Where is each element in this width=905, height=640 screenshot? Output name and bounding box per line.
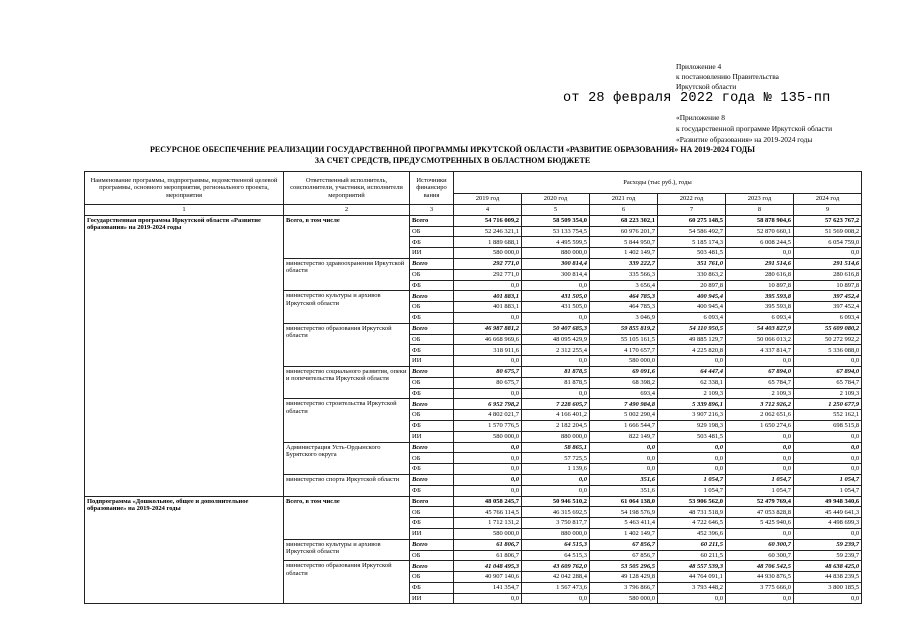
- executor-ust-orda: Администрация Усть-Ордынского Бурятского округа: [284, 442, 410, 474]
- amount-cell: 0,0: [522, 312, 590, 323]
- amount-cell: 6 008 244,5: [726, 237, 794, 248]
- amount-cell: 4 170 657,7: [590, 345, 658, 356]
- amount-cell: 59 239,7: [794, 550, 862, 561]
- col-header-name: Наименование программы, подпрограммы, ведомственной целевой программы, основного мероприятия, регионального проекта, мероприятия: [85, 172, 284, 205]
- amount-cell: 6 093,4: [658, 312, 726, 323]
- amount-cell: 580 000,0: [590, 356, 658, 367]
- amount-cell: 4 495 599,5: [522, 237, 590, 248]
- amount-cell: 0,0: [454, 388, 522, 399]
- col-header-source: Источники финансиро вания: [410, 172, 454, 205]
- executor-sport: министерство спорта Иркутской области: [284, 474, 410, 496]
- amount-cell: 351,6: [590, 474, 658, 485]
- amount-cell: 81 878,5: [522, 366, 590, 377]
- executor-education: министерство образования Иркутской области: [284, 323, 410, 366]
- source-cell: ФБ: [410, 312, 454, 323]
- amount-cell: 880 000,0: [522, 248, 590, 259]
- source-cell: ФБ: [410, 582, 454, 593]
- amount-cell: 5 336 088,0: [794, 345, 862, 356]
- amount-cell: 54 110 950,5: [658, 323, 726, 334]
- amount-cell: 49 948 340,6: [794, 496, 862, 507]
- amount-cell: 0,0: [794, 453, 862, 464]
- amount-cell: 3 046,9: [590, 312, 658, 323]
- amount-cell: 5 185 174,3: [658, 237, 726, 248]
- amount-cell: 0,0: [522, 280, 590, 291]
- col-number: 5: [522, 205, 590, 216]
- amount-cell: 0,0: [590, 453, 658, 464]
- amount-cell: 552 162,1: [794, 410, 862, 421]
- col-header-year: 2024 год: [794, 194, 862, 205]
- amount-cell: 0,0: [454, 485, 522, 496]
- amount-cell: 54 716 009,2: [454, 215, 522, 226]
- executor-construction: министерство строительства Иркутской области: [284, 399, 410, 442]
- amount-cell: 67 894,0: [726, 366, 794, 377]
- source-cell: Всего: [410, 561, 454, 572]
- amount-cell: 1 650 274,6: [726, 420, 794, 431]
- amount-cell: 2 109,3: [658, 388, 726, 399]
- amount-cell: 1 402 149,7: [590, 248, 658, 259]
- amount-cell: 60 976 201,7: [590, 226, 658, 237]
- amount-cell: 1 250 677,9: [794, 399, 862, 410]
- amount-cell: 351,6: [590, 485, 658, 496]
- executor-social: министерство социального развития, опеки и попечительства Иркутской области: [284, 366, 410, 398]
- executor-sub-all: Всего, в том числе: [284, 496, 410, 539]
- amount-cell: 4 166 401,2: [522, 410, 590, 421]
- col-header-year: 2022 год: [658, 194, 726, 205]
- executor-sub-culture: министерство культуры и архивов Иркутской области: [284, 539, 410, 561]
- amount-cell: 52 870 660,1: [726, 226, 794, 237]
- table-body: [85, 215, 862, 604]
- source-cell: ОБ: [410, 507, 454, 518]
- amount-cell: 4 802 021,7: [454, 410, 522, 421]
- amount-cell: 5 425 940,6: [726, 518, 794, 529]
- amount-cell: 0,0: [726, 248, 794, 259]
- amount-cell: 0,0: [454, 356, 522, 367]
- executor-health: министерство здравоохранения Иркутской области: [284, 258, 410, 290]
- amount-cell: 48 731 518,9: [658, 507, 726, 518]
- amount-cell: 0,0: [454, 593, 522, 604]
- source-cell: Всего: [410, 215, 454, 226]
- col-header-expenses: Расходы (тыс руб.), годы: [454, 172, 862, 194]
- amount-cell: 3 775 666,0: [726, 582, 794, 593]
- amount-cell: 0,0: [794, 528, 862, 539]
- amount-cell: 3 712 926,2: [726, 399, 794, 410]
- source-cell: ИИ: [410, 431, 454, 442]
- amount-cell: 280 616,8: [726, 269, 794, 280]
- amount-cell: 60 300,7: [726, 539, 794, 550]
- amount-cell: 68 223 302,1: [590, 215, 658, 226]
- amount-cell: 53 505 296,5: [590, 561, 658, 572]
- amount-cell: 698 515,8: [794, 420, 862, 431]
- col-number: 4: [454, 205, 522, 216]
- amount-cell: 1 570 776,5: [454, 420, 522, 431]
- col-number: 2: [284, 205, 410, 216]
- amount-cell: 6 952 798,2: [454, 399, 522, 410]
- document-subtitle: ЗА СЧЕТ СРЕДСТВ, ПРЕДУСМОТРЕННЫХ В ОБЛАСТНОМ БЮДЖЕТЕ: [314, 156, 591, 165]
- amount-cell: 0,0: [658, 593, 726, 604]
- amount-cell: 45 766 114,5: [454, 507, 522, 518]
- source-cell: ОБ: [410, 572, 454, 583]
- col-number: 6: [590, 205, 658, 216]
- amount-cell: 69 091,6: [590, 366, 658, 377]
- amount-cell: 4 498 699,3: [794, 518, 862, 529]
- amount-cell: 452 396,6: [658, 528, 726, 539]
- amount-cell: 395 593,8: [726, 302, 794, 313]
- amount-cell: 0,0: [454, 464, 522, 475]
- col-number: 3: [410, 205, 454, 216]
- table-row: [85, 215, 862, 226]
- amount-cell: 6 093,4: [794, 312, 862, 323]
- amount-cell: 1 139,6: [522, 464, 590, 475]
- header-line: к постановлению Правительства: [676, 71, 779, 81]
- amount-cell: 1 054,7: [658, 485, 726, 496]
- amount-cell: 0,0: [658, 453, 726, 464]
- amount-cell: 0,0: [590, 464, 658, 475]
- amount-cell: 3 800 185,5: [794, 582, 862, 593]
- amount-cell: 7 490 984,8: [590, 399, 658, 410]
- amount-cell: 1 054,7: [726, 485, 794, 496]
- amount-cell: 0,0: [726, 528, 794, 539]
- amount-cell: 3 907 216,3: [658, 410, 726, 421]
- amount-cell: 80 675,7: [454, 377, 522, 388]
- amount-cell: 2 182 204,5: [522, 420, 590, 431]
- col-number: 8: [726, 205, 794, 216]
- amount-cell: 54 403 827,9: [726, 323, 794, 334]
- amount-cell: 4 337 814,7: [726, 345, 794, 356]
- amount-cell: 67 894,0: [794, 366, 862, 377]
- amount-cell: 1 567 473,6: [522, 582, 590, 593]
- amount-cell: 46 987 881,2: [454, 323, 522, 334]
- source-cell: ФБ: [410, 464, 454, 475]
- amount-cell: 395 593,8: [726, 291, 794, 302]
- header-line: Приложение 4: [676, 62, 722, 71]
- amount-cell: 20 897,8: [658, 280, 726, 291]
- amount-cell: 47 053 828,8: [726, 507, 794, 518]
- source-cell: ИИ: [410, 248, 454, 259]
- amount-cell: 42 042 288,4: [522, 572, 590, 583]
- amount-cell: 2 109,3: [726, 388, 794, 399]
- program-name-cell: Государственная программа Иркутской области «Развитие образования» на 2019-2024 годы: [85, 215, 284, 496]
- amount-cell: 52 479 769,4: [726, 496, 794, 507]
- amount-cell: 5 339 896,1: [658, 399, 726, 410]
- amount-cell: 3 796 866,7: [590, 582, 658, 593]
- amount-cell: 80 675,7: [454, 366, 522, 377]
- amount-cell: 503 481,5: [658, 248, 726, 259]
- amount-cell: 2 062 651,6: [726, 410, 794, 421]
- amount-cell: 300 814,4: [522, 258, 590, 269]
- amount-cell: 49 885 129,7: [658, 334, 726, 345]
- amount-cell: 0,0: [726, 464, 794, 475]
- amount-cell: 300 814,4: [522, 269, 590, 280]
- amount-cell: 0,0: [794, 442, 862, 453]
- amount-cell: 822 149,7: [590, 431, 658, 442]
- amount-cell: 431 505,0: [522, 291, 590, 302]
- amount-cell: 10 897,8: [726, 280, 794, 291]
- amount-cell: 5 002 290,4: [590, 410, 658, 421]
- amount-cell: 0,0: [590, 442, 658, 453]
- amount-cell: 351 761,0: [658, 258, 726, 269]
- amount-cell: 0,0: [522, 593, 590, 604]
- amount-cell: 10 897,8: [794, 280, 862, 291]
- amount-cell: 50 272 992,2: [794, 334, 862, 345]
- header-line: Иркутской области: [676, 81, 737, 91]
- amount-cell: 929 198,3: [658, 420, 726, 431]
- amount-cell: 52 246 321,1: [454, 226, 522, 237]
- amount-cell: 397 452,4: [794, 291, 862, 302]
- amount-cell: 1 889 688,1: [454, 237, 522, 248]
- source-cell: ИИ: [410, 528, 454, 539]
- amount-cell: 4 722 646,5: [658, 518, 726, 529]
- header-annex-block: [676, 62, 779, 91]
- col-header-year: 2019 год: [454, 194, 522, 205]
- header-annex-8-block: [676, 112, 832, 145]
- col-header-year: 2020 год: [522, 194, 590, 205]
- amount-cell: 291 514,6: [726, 258, 794, 269]
- amount-cell: 0,0: [522, 474, 590, 485]
- amount-cell: 335 566,3: [590, 269, 658, 280]
- amount-cell: 580 000,0: [454, 248, 522, 259]
- amount-cell: 141 354,7: [454, 582, 522, 593]
- source-cell: Всего: [410, 442, 454, 453]
- amount-cell: 0,0: [726, 593, 794, 604]
- col-number: 9: [794, 205, 862, 216]
- amount-cell: 1 054,7: [726, 474, 794, 485]
- amount-cell: 1 054,7: [794, 485, 862, 496]
- source-cell: ОБ: [410, 334, 454, 345]
- amount-cell: 0,0: [794, 593, 862, 604]
- amount-cell: 0,0: [454, 312, 522, 323]
- source-cell: ОБ: [410, 550, 454, 561]
- source-cell: ФБ: [410, 388, 454, 399]
- amount-cell: 48 557 539,3: [658, 561, 726, 572]
- amount-cell: 81 878,5: [522, 377, 590, 388]
- amount-cell: 49 128 429,8: [590, 572, 658, 583]
- amount-cell: 4 225 820,8: [658, 345, 726, 356]
- amount-cell: 6 054 759,0: [794, 237, 862, 248]
- amount-cell: 580 000,0: [590, 593, 658, 604]
- amount-cell: 401 883,1: [454, 302, 522, 313]
- amount-cell: 880 000,0: [522, 528, 590, 539]
- source-cell: ФБ: [410, 485, 454, 496]
- amount-cell: 1 666 544,7: [590, 420, 658, 431]
- resource-table: [84, 171, 862, 604]
- source-cell: ОБ: [410, 453, 454, 464]
- subprogram-name-cell: Подпрограмма «Дошкольное, общее и дополнительное образование» на 2019-2024 годы: [85, 496, 284, 604]
- col-number: 1: [85, 205, 284, 216]
- document-title: РЕСУРСНОЕ ОБЕСПЕЧЕНИЕ РЕАЛИЗАЦИИ ГОСУДАРСТВЕННОЙ ПРОГРАММЫ ИРКУТСКОЙ ОБЛАСТИ «РАЗВИТИЕ ОБРАЗОВАНИЯ» НА 2019-2024 ГОДЫ: [149, 145, 756, 154]
- amount-cell: 44 930 876,5: [726, 572, 794, 583]
- amount-cell: 48 706 542,5: [726, 561, 794, 572]
- amount-cell: 397 452,4: [794, 302, 862, 313]
- amount-cell: 3 656,4: [590, 280, 658, 291]
- amount-cell: 880 000,0: [522, 431, 590, 442]
- amount-cell: 5 844 950,7: [590, 237, 658, 248]
- amount-cell: 61 806,7: [454, 550, 522, 561]
- amount-cell: 0,0: [522, 388, 590, 399]
- amount-cell: 51 569 008,2: [794, 226, 862, 237]
- amount-cell: 0,0: [454, 453, 522, 464]
- amount-cell: 48 638 425,0: [794, 561, 862, 572]
- amount-cell: 59 855 819,2: [590, 323, 658, 334]
- amount-cell: 45 449 641,3: [794, 507, 862, 518]
- amount-cell: 330 863,2: [658, 269, 726, 280]
- source-cell: ОБ: [410, 410, 454, 421]
- amount-cell: 65 784,7: [726, 377, 794, 388]
- amount-cell: 57 623 767,2: [794, 215, 862, 226]
- source-cell: Всего: [410, 539, 454, 550]
- amount-cell: 7 228 605,7: [522, 399, 590, 410]
- amount-cell: 48 058 245,7: [454, 496, 522, 507]
- amount-cell: 59 239,7: [794, 539, 862, 550]
- amount-cell: 50 946 510,2: [522, 496, 590, 507]
- table-row: [85, 496, 862, 507]
- amount-cell: 50 407 685,3: [522, 323, 590, 334]
- source-cell: ОБ: [410, 226, 454, 237]
- annex-line: «Приложение 8: [676, 113, 725, 122]
- amount-cell: 43 609 762,0: [522, 561, 590, 572]
- amount-cell: 291 514,6: [794, 258, 862, 269]
- amount-cell: 431 505,0: [522, 302, 590, 313]
- annex-line: «Развитие образования» на 2019-2024 годы: [676, 135, 813, 144]
- source-cell: Всего: [410, 366, 454, 377]
- amount-cell: 65 784,7: [794, 377, 862, 388]
- source-cell: Всего: [410, 323, 454, 334]
- amount-cell: 0,0: [726, 453, 794, 464]
- source-cell: ОБ: [410, 302, 454, 313]
- amount-cell: 64 515,3: [522, 539, 590, 550]
- amount-cell: 60 300,7: [726, 550, 794, 561]
- source-cell: ИИ: [410, 593, 454, 604]
- amount-cell: 401 883,1: [454, 291, 522, 302]
- amount-cell: 61 806,7: [454, 539, 522, 550]
- amount-cell: 0,0: [658, 464, 726, 475]
- amount-cell: 64 515,3: [522, 550, 590, 561]
- amount-cell: 58 878 904,6: [726, 215, 794, 226]
- amount-cell: 60 211,5: [658, 550, 726, 561]
- decree-date-number: от 28 февраля 2022 года № 135-пп: [563, 91, 831, 106]
- amount-cell: 55 609 080,2: [794, 323, 862, 334]
- amount-cell: 50 066 013,2: [726, 334, 794, 345]
- amount-cell: 3 750 817,7: [522, 518, 590, 529]
- amount-cell: 60 275 148,5: [658, 215, 726, 226]
- amount-cell: 503 481,5: [658, 431, 726, 442]
- amount-cell: 400 945,4: [658, 302, 726, 313]
- source-cell: ИИ: [410, 356, 454, 367]
- source-cell: Всего: [410, 291, 454, 302]
- source-cell: Всего: [410, 258, 454, 269]
- amount-cell: 46 668 969,6: [454, 334, 522, 345]
- amount-cell: 1 054,7: [794, 474, 862, 485]
- source-cell: Всего: [410, 399, 454, 410]
- source-cell: ФБ: [410, 237, 454, 248]
- amount-cell: 54 198 576,9: [590, 507, 658, 518]
- col-header-year: 2023 год: [726, 194, 794, 205]
- amount-cell: 580 000,0: [454, 431, 522, 442]
- executor-culture: министерство культуры и архивов Иркутской области: [284, 291, 410, 323]
- amount-cell: 6 093,4: [726, 312, 794, 323]
- amount-cell: 580 000,0: [454, 528, 522, 539]
- amount-cell: 2 312 255,4: [522, 345, 590, 356]
- amount-cell: 46 315 692,5: [522, 507, 590, 518]
- amount-cell: 40 907 140,6: [454, 572, 522, 583]
- amount-cell: 44 764 091,1: [658, 572, 726, 583]
- source-cell: ФБ: [410, 345, 454, 356]
- amount-cell: 0,0: [454, 280, 522, 291]
- amount-cell: 0,0: [522, 485, 590, 496]
- amount-cell: 58 509 354,0: [522, 215, 590, 226]
- amount-cell: 1 054,7: [658, 474, 726, 485]
- amount-cell: 53 906 562,0: [658, 496, 726, 507]
- amount-cell: 58 865,1: [522, 442, 590, 453]
- source-cell: Всего: [410, 496, 454, 507]
- source-cell: Всего: [410, 474, 454, 485]
- amount-cell: 0,0: [794, 464, 862, 475]
- amount-cell: 0,0: [794, 431, 862, 442]
- amount-cell: 464 785,3: [590, 302, 658, 313]
- amount-cell: 0,0: [794, 248, 862, 259]
- source-cell: ОБ: [410, 269, 454, 280]
- col-header-executor: Ответственный исполнитель, соисполнители, участники, исполнители мероприятий: [284, 172, 410, 205]
- amount-cell: 54 586 492,7: [658, 226, 726, 237]
- amount-cell: 57 725,5: [522, 453, 590, 464]
- amount-cell: 60 211,5: [658, 539, 726, 550]
- amount-cell: 693,4: [590, 388, 658, 399]
- amount-cell: 68 398,2: [590, 377, 658, 388]
- amount-cell: 292 771,0: [454, 258, 522, 269]
- amount-cell: 61 064 138,0: [590, 496, 658, 507]
- amount-cell: 280 616,8: [794, 269, 862, 280]
- amount-cell: 48 095 429,9: [522, 334, 590, 345]
- amount-cell: 44 838 239,5: [794, 572, 862, 583]
- amount-cell: 41 048 495,3: [454, 561, 522, 572]
- amount-cell: 339 222,7: [590, 258, 658, 269]
- amount-cell: 0,0: [454, 442, 522, 453]
- amount-cell: 3 793 448,2: [658, 582, 726, 593]
- col-header-year: 2021 год: [590, 194, 658, 205]
- amount-cell: 1 712 131,2: [454, 518, 522, 529]
- amount-cell: 0,0: [454, 474, 522, 485]
- amount-cell: 292 771,0: [454, 269, 522, 280]
- amount-cell: 67 856,7: [590, 539, 658, 550]
- source-cell: ОБ: [410, 377, 454, 388]
- executor-sub-education: министерство образования Иркутской области: [284, 561, 410, 604]
- amount-cell: 53 133 754,5: [522, 226, 590, 237]
- col-number: 7: [658, 205, 726, 216]
- amount-cell: 400 945,4: [658, 291, 726, 302]
- amount-cell: 64 447,4: [658, 366, 726, 377]
- amount-cell: 0,0: [522, 356, 590, 367]
- source-cell: ФБ: [410, 518, 454, 529]
- source-cell: ФБ: [410, 280, 454, 291]
- amount-cell: 62 338,1: [658, 377, 726, 388]
- amount-cell: 55 105 161,5: [590, 334, 658, 345]
- amount-cell: 2 109,3: [794, 388, 862, 399]
- amount-cell: 0,0: [794, 356, 862, 367]
- amount-cell: 0,0: [658, 442, 726, 453]
- amount-cell: 0,0: [658, 356, 726, 367]
- executor-all: Всего, в том числе: [284, 215, 410, 258]
- annex-line: к государственной программе Иркутской области: [676, 124, 833, 133]
- amount-cell: 0,0: [726, 431, 794, 442]
- amount-cell: 318 911,6: [454, 345, 522, 356]
- amount-cell: 1 402 149,7: [590, 528, 658, 539]
- source-cell: ФБ: [410, 420, 454, 431]
- amount-cell: 67 856,7: [590, 550, 658, 561]
- amount-cell: 464 785,3: [590, 291, 658, 302]
- amount-cell: 5 463 411,4: [590, 518, 658, 529]
- amount-cell: 0,0: [726, 356, 794, 367]
- amount-cell: 0,0: [726, 442, 794, 453]
